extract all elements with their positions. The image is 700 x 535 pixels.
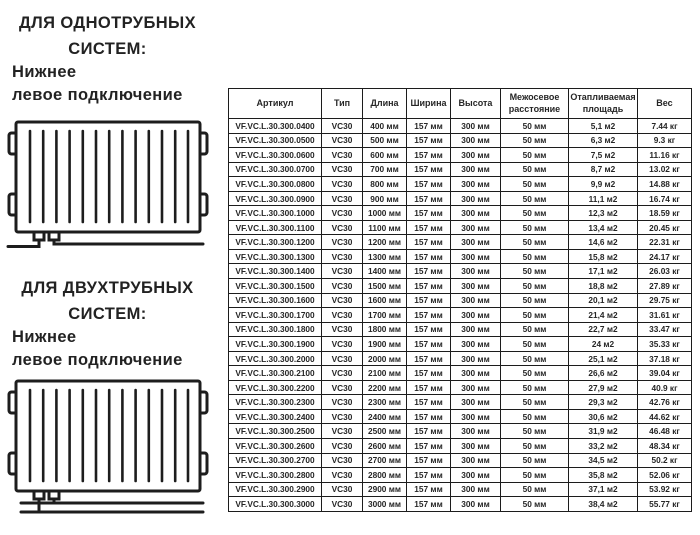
table-cell: VF.VC.L.30.300.2900 (229, 482, 322, 497)
table-cell: 18,8 м2 (569, 279, 638, 294)
column-header: Высота (451, 89, 501, 119)
radiator-diagram-single-pipe (6, 114, 210, 254)
double-pipe-heading-line1: ДЛЯ ДВУХТРУБНЫХ (21, 279, 194, 297)
table-row (229, 453, 692, 468)
table-cell: 3000 мм (363, 497, 407, 512)
table-cell: 300 мм (451, 468, 501, 483)
table-cell: 50 мм (501, 439, 569, 454)
table-cell: 157 мм (407, 308, 451, 323)
table-cell: 50 мм (501, 264, 569, 279)
table-cell: VC30 (322, 351, 363, 366)
table-cell: VC30 (322, 380, 363, 395)
table-cell: 24 м2 (569, 337, 638, 352)
table-cell: 157 мм (407, 119, 451, 134)
table-cell: VC30 (322, 162, 363, 177)
table-cell: 157 мм (407, 206, 451, 221)
table-cell: 157 мм (407, 453, 451, 468)
column-header: Артикул (229, 89, 322, 119)
table-cell: VC30 (322, 279, 363, 294)
table-cell: 157 мм (407, 235, 451, 250)
table-row (229, 366, 692, 381)
table-cell: 157 мм (407, 264, 451, 279)
table-cell: VF.VC.L.30.300.2000 (229, 351, 322, 366)
table-cell: 21,4 м2 (569, 308, 638, 323)
table-row (229, 279, 692, 294)
table-row (229, 322, 692, 337)
table-cell: 34,5 м2 (569, 453, 638, 468)
table-cell: 50 мм (501, 482, 569, 497)
table-cell: 1100 мм (363, 220, 407, 235)
table-cell: VF.VC.L.30.300.1800 (229, 322, 322, 337)
table-cell: 157 мм (407, 351, 451, 366)
table-cell: 300 мм (451, 351, 501, 366)
table-cell: VC30 (322, 409, 363, 424)
table-cell: 2200 мм (363, 380, 407, 395)
table-cell: VC30 (322, 148, 363, 163)
table-cell: 300 мм (451, 337, 501, 352)
pipe-outlet-right (54, 240, 203, 244)
table-cell: 26,6 м2 (569, 366, 638, 381)
table-cell: 300 мм (451, 133, 501, 148)
spec-table-body (229, 119, 692, 512)
table-cell: VC30 (322, 322, 363, 337)
table-cell: 50 мм (501, 380, 569, 395)
table-cell: 600 мм (363, 148, 407, 163)
table-cell: VC30 (322, 206, 363, 221)
table-row (229, 395, 692, 410)
connection-label-line1: Нижнее (12, 328, 77, 346)
table-cell: 1300 мм (363, 249, 407, 264)
table-cell: 300 мм (451, 235, 501, 250)
table-cell: 16.74 кг (638, 191, 692, 206)
table-cell: 55.77 кг (638, 497, 692, 512)
table-cell: 2400 мм (363, 409, 407, 424)
table-cell: 29,3 м2 (569, 395, 638, 410)
table-cell: 2600 мм (363, 439, 407, 454)
table-cell: VF.VC.L.30.300.1200 (229, 235, 322, 250)
table-cell: 25,1 м2 (569, 351, 638, 366)
table-cell: VF.VC.L.30.300.2500 (229, 424, 322, 439)
column-header: Тип (322, 89, 363, 119)
table-row (229, 468, 692, 483)
double-pipe-heading (0, 275, 215, 327)
table-cell: VC30 (322, 133, 363, 148)
table-cell: 15,8 м2 (569, 249, 638, 264)
table-cell: 50 мм (501, 235, 569, 250)
table-cell: VF.VC.L.30.300.0400 (229, 119, 322, 134)
table-cell: 2900 мм (363, 482, 407, 497)
table-row (229, 220, 692, 235)
table-row (229, 424, 692, 439)
table-row (229, 380, 692, 395)
table-cell: VC30 (322, 497, 363, 512)
table-cell: 50 мм (501, 220, 569, 235)
table-cell: 300 мм (451, 395, 501, 410)
table-cell: 17,1 м2 (569, 264, 638, 279)
table-cell: 157 мм (407, 177, 451, 192)
table-cell: 26.03 кг (638, 264, 692, 279)
table-row (229, 249, 692, 264)
table-cell: VF.VC.L.30.300.2800 (229, 468, 322, 483)
table-cell: VC30 (322, 177, 363, 192)
table-cell: 2000 мм (363, 351, 407, 366)
table-row (229, 351, 692, 366)
table-cell: 157 мм (407, 424, 451, 439)
table-cell: VF.VC.L.30.300.0800 (229, 177, 322, 192)
table-cell: VF.VC.L.30.300.1300 (229, 249, 322, 264)
table-cell: VF.VC.L.30.300.2400 (229, 409, 322, 424)
table-cell: 9,9 м2 (569, 177, 638, 192)
connection-label-line1: Нижнее (12, 63, 77, 81)
table-cell: 1900 мм (363, 337, 407, 352)
table-cell: VF.VC.L.30.300.1700 (229, 308, 322, 323)
table-cell: 50 мм (501, 322, 569, 337)
table-cell: 300 мм (451, 264, 501, 279)
table-cell: VC30 (322, 249, 363, 264)
table-cell: 700 мм (363, 162, 407, 177)
table-cell: 53.92 кг (638, 482, 692, 497)
table-cell: VF.VC.L.30.300.1000 (229, 206, 322, 221)
radiator-diagram-two-pipe (6, 376, 210, 518)
table-cell: 50 мм (501, 468, 569, 483)
table-cell: 300 мм (451, 380, 501, 395)
table-cell: 300 мм (451, 322, 501, 337)
table-cell: 50 мм (501, 162, 569, 177)
table-cell: 157 мм (407, 148, 451, 163)
table-cell: 300 мм (451, 366, 501, 381)
table-cell: VC30 (322, 482, 363, 497)
table-cell: VC30 (322, 439, 363, 454)
table-cell: 35,8 м2 (569, 468, 638, 483)
table-cell: 8,7 м2 (569, 162, 638, 177)
table-cell: 50 мм (501, 119, 569, 134)
table-row (229, 482, 692, 497)
table-cell: 44.62 кг (638, 409, 692, 424)
table-cell: 300 мм (451, 453, 501, 468)
table-cell: 157 мм (407, 439, 451, 454)
connection-label-line2: левое подключение (12, 351, 183, 369)
spec-table-container (228, 88, 692, 512)
table-cell: VF.VC.L.30.300.0600 (229, 148, 322, 163)
table-row (229, 293, 692, 308)
table-cell: 50.2 кг (638, 453, 692, 468)
double-pipe-connection-label (12, 326, 217, 372)
connection-label-line2: левое подключение (12, 86, 183, 104)
table-cell: 37.18 кг (638, 351, 692, 366)
table-cell: 300 мм (451, 279, 501, 294)
table-cell: 157 мм (407, 395, 451, 410)
table-cell: 50 мм (501, 337, 569, 352)
column-header: Ширина (407, 89, 451, 119)
table-cell: VC30 (322, 235, 363, 250)
table-cell: VF.VC.L.30.300.2200 (229, 380, 322, 395)
table-cell: 800 мм (363, 177, 407, 192)
table-row (229, 119, 692, 134)
table-cell: 50 мм (501, 191, 569, 206)
table-cell: 50 мм (501, 351, 569, 366)
table-row (229, 264, 692, 279)
table-cell: 1600 мм (363, 293, 407, 308)
table-cell: 14,6 м2 (569, 235, 638, 250)
table-cell: 50 мм (501, 148, 569, 163)
table-cell: 300 мм (451, 308, 501, 323)
table-cell: 300 мм (451, 162, 501, 177)
table-row (229, 177, 692, 192)
table-cell: 20.45 кг (638, 220, 692, 235)
table-cell: 52.06 кг (638, 468, 692, 483)
table-cell: 50 мм (501, 497, 569, 512)
table-row (229, 235, 692, 250)
table-cell: VC30 (322, 119, 363, 134)
single-pipe-heading (0, 10, 215, 62)
table-row (229, 497, 692, 512)
table-cell: 7,5 м2 (569, 148, 638, 163)
table-cell: 9.3 кг (638, 133, 692, 148)
table-cell: 300 мм (451, 148, 501, 163)
table-cell: 50 мм (501, 279, 569, 294)
table-cell: 300 мм (451, 191, 501, 206)
table-cell: 50 мм (501, 293, 569, 308)
table-cell: 1400 мм (363, 264, 407, 279)
table-cell: VC30 (322, 264, 363, 279)
table-row (229, 409, 692, 424)
table-cell: 50 мм (501, 395, 569, 410)
table-cell: 300 мм (451, 293, 501, 308)
table-cell: 157 мм (407, 162, 451, 177)
table-cell: 5,1 м2 (569, 119, 638, 134)
table-cell: VC30 (322, 366, 363, 381)
table-cell: 38,4 м2 (569, 497, 638, 512)
table-cell: 40.9 кг (638, 380, 692, 395)
table-cell: 50 мм (501, 206, 569, 221)
table-cell: 22,7 м2 (569, 322, 638, 337)
table-cell: 50 мм (501, 249, 569, 264)
table-cell: 300 мм (451, 206, 501, 221)
table-row (229, 337, 692, 352)
table-cell: 900 мм (363, 191, 407, 206)
table-cell: 7.44 кг (638, 119, 692, 134)
table-cell: 300 мм (451, 220, 501, 235)
table-cell: 50 мм (501, 424, 569, 439)
table-cell: 157 мм (407, 409, 451, 424)
table-cell: VF.VC.L.30.300.1600 (229, 293, 322, 308)
table-cell: 157 мм (407, 468, 451, 483)
table-cell: 50 мм (501, 409, 569, 424)
table-cell: 157 мм (407, 497, 451, 512)
table-cell: 2800 мм (363, 468, 407, 483)
table-cell: 157 мм (407, 220, 451, 235)
table-cell: 33.47 кг (638, 322, 692, 337)
column-header: Межосевое расстояние (501, 89, 569, 119)
table-cell: VF.VC.L.30.300.1100 (229, 220, 322, 235)
table-cell: 2300 мм (363, 395, 407, 410)
table-cell: 20,1 м2 (569, 293, 638, 308)
table-row (229, 308, 692, 323)
table-cell: 157 мм (407, 380, 451, 395)
table-cell: 13.02 кг (638, 162, 692, 177)
table-cell: 18.59 кг (638, 206, 692, 221)
table-cell: VC30 (322, 220, 363, 235)
table-cell: 11,1 м2 (569, 191, 638, 206)
table-cell: 300 мм (451, 177, 501, 192)
table-cell: 300 мм (451, 409, 501, 424)
table-cell: VC30 (322, 293, 363, 308)
table-cell: VF.VC.L.30.300.2300 (229, 395, 322, 410)
table-cell: VC30 (322, 395, 363, 410)
table-cell: 48.34 кг (638, 439, 692, 454)
table-cell: 50 мм (501, 453, 569, 468)
table-cell: 157 мм (407, 249, 451, 264)
column-header: Отапливаемая площадь (569, 89, 638, 119)
column-header: Вес (638, 89, 692, 119)
table-cell: 31.61 кг (638, 308, 692, 323)
table-cell: 300 мм (451, 439, 501, 454)
table-cell: 39.04 кг (638, 366, 692, 381)
table-cell: 33,2 м2 (569, 439, 638, 454)
table-cell: VC30 (322, 337, 363, 352)
table-cell: VF.VC.L.30.300.0900 (229, 191, 322, 206)
table-cell: 1800 мм (363, 322, 407, 337)
table-cell: VC30 (322, 308, 363, 323)
table-cell: 2700 мм (363, 453, 407, 468)
table-cell: 27.89 кг (638, 279, 692, 294)
table-cell: 157 мм (407, 133, 451, 148)
double-pipe-heading-line2: СИСТЕМ: (68, 305, 147, 323)
table-cell: 37,1 м2 (569, 482, 638, 497)
table-cell: 157 мм (407, 293, 451, 308)
table-cell: VF.VC.L.30.300.2700 (229, 453, 322, 468)
table-cell: VC30 (322, 424, 363, 439)
table-cell: 157 мм (407, 279, 451, 294)
table-cell: 157 мм (407, 366, 451, 381)
table-cell: VC30 (322, 468, 363, 483)
single-pipe-heading-line1: ДЛЯ ОДНОТРУБНЫХ (19, 14, 196, 32)
table-cell: VC30 (322, 191, 363, 206)
table-cell: VF.VC.L.30.300.0500 (229, 133, 322, 148)
table-cell: 300 мм (451, 497, 501, 512)
table-cell: 157 мм (407, 322, 451, 337)
table-cell: 157 мм (407, 337, 451, 352)
table-cell: 50 мм (501, 366, 569, 381)
table-cell: VF.VC.L.30.300.2100 (229, 366, 322, 381)
table-cell: VF.VC.L.30.300.0700 (229, 162, 322, 177)
table-cell: 1200 мм (363, 235, 407, 250)
table-cell: VC30 (322, 453, 363, 468)
table-header-row (229, 89, 692, 119)
table-cell: 1500 мм (363, 279, 407, 294)
table-cell: 22.31 кг (638, 235, 692, 250)
table-cell: 157 мм (407, 191, 451, 206)
left-panel (0, 0, 222, 535)
table-cell: 46.48 кг (638, 424, 692, 439)
table-row (229, 162, 692, 177)
table-cell: 400 мм (363, 119, 407, 134)
table-cell: 27,9 м2 (569, 380, 638, 395)
table-cell: 30,6 м2 (569, 409, 638, 424)
table-cell: 14.88 кг (638, 177, 692, 192)
table-cell: 50 мм (501, 177, 569, 192)
table-cell: 300 мм (451, 482, 501, 497)
table-row (229, 148, 692, 163)
table-cell: 50 мм (501, 133, 569, 148)
table-cell: 29.75 кг (638, 293, 692, 308)
table-cell: 31,9 м2 (569, 424, 638, 439)
table-cell: 13,4 м2 (569, 220, 638, 235)
table-cell: 500 мм (363, 133, 407, 148)
table-cell: 1700 мм (363, 308, 407, 323)
spec-table (228, 88, 692, 512)
single-pipe-heading-line2: СИСТЕМ: (68, 40, 147, 58)
table-row (229, 439, 692, 454)
column-header: Длина (363, 89, 407, 119)
table-cell: VF.VC.L.30.300.2600 (229, 439, 322, 454)
table-cell: 50 мм (501, 308, 569, 323)
table-cell: 300 мм (451, 424, 501, 439)
table-row (229, 191, 692, 206)
table-cell: 11.16 кг (638, 148, 692, 163)
table-cell: 1000 мм (363, 206, 407, 221)
table-cell: 300 мм (451, 249, 501, 264)
single-pipe-connection-label (12, 61, 217, 107)
table-cell: 12,3 м2 (569, 206, 638, 221)
table-cell: VF.VC.L.30.300.1400 (229, 264, 322, 279)
table-cell: 300 мм (451, 119, 501, 134)
table-cell: 42.76 кг (638, 395, 692, 410)
table-cell: VF.VC.L.30.300.1900 (229, 337, 322, 352)
table-row (229, 133, 692, 148)
table-cell: 2100 мм (363, 366, 407, 381)
table-cell: VF.VC.L.30.300.1500 (229, 279, 322, 294)
table-cell: 6,3 м2 (569, 133, 638, 148)
table-cell: 2500 мм (363, 424, 407, 439)
table-cell: 24.17 кг (638, 249, 692, 264)
table-cell: 157 мм (407, 482, 451, 497)
table-row (229, 206, 692, 221)
table-cell: VF.VC.L.30.300.3000 (229, 497, 322, 512)
table-cell: 35.33 кг (638, 337, 692, 352)
